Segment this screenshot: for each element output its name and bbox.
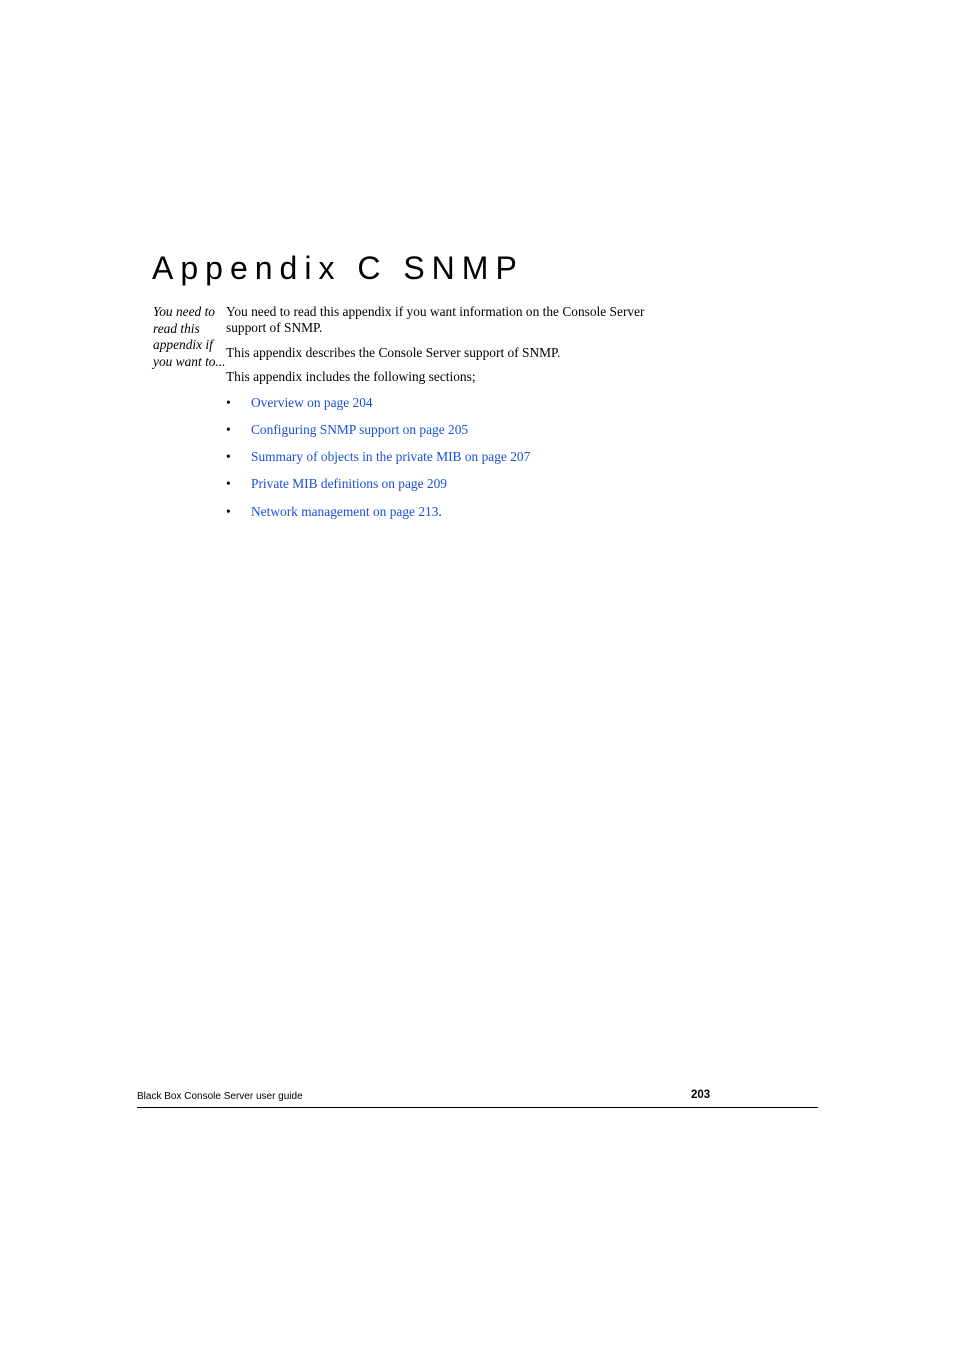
bullet-icon: • — [226, 504, 231, 519]
link-network-management[interactable]: Network management on page 213 — [251, 504, 439, 519]
list-item — [226, 449, 676, 465]
section-list — [226, 395, 676, 520]
bullet-icon: • — [226, 476, 231, 491]
intro-paragraph: You need to read this appendix if you want information on the Console Server support of SNMP. — [226, 304, 645, 335]
bullet-icon: • — [226, 422, 231, 437]
footer-doc-title: Black Box Console Server user guide — [137, 1091, 303, 1102]
footer-divider — [137, 1107, 818, 1108]
list-item — [226, 395, 676, 411]
side-note: You need to read this appendix if you want to... — [153, 304, 226, 369]
link-summary-of-objects[interactable]: Summary of objects in the private MIB on page 207 — [251, 449, 531, 464]
link-overview[interactable]: Overview on page 204 — [251, 395, 373, 410]
link-configuring-snmp[interactable]: Configuring SNMP support on page 205 — [251, 422, 469, 437]
body-content — [226, 304, 676, 531]
bullet-icon: • — [226, 449, 231, 464]
link-private-mib-definitions[interactable]: Private MIB definitions on page 209 — [251, 476, 447, 491]
footer-page-number: 203 — [691, 1089, 711, 1101]
list-item — [226, 476, 676, 492]
page-title: Appendix C SNMP — [152, 250, 524, 286]
list-item — [226, 504, 676, 520]
sections-intro-paragraph: This appendix includes the following sections; — [226, 369, 476, 384]
description-paragraph: This appendix describes the Console Server support of SNMP. — [226, 345, 561, 360]
list-item — [226, 422, 676, 438]
link-suffix: . — [438, 504, 442, 519]
bullet-icon: • — [226, 395, 231, 410]
